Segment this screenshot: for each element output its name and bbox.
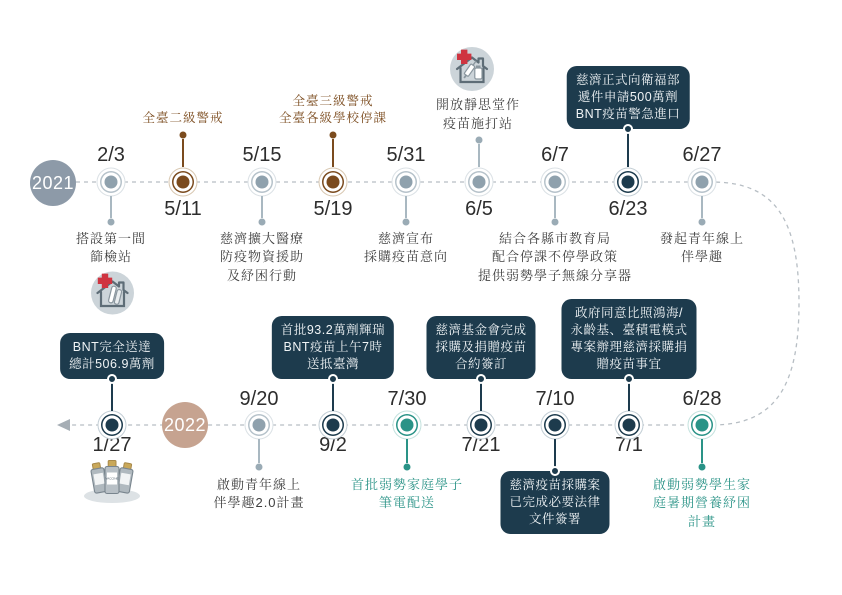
timeline-dot xyxy=(105,176,118,189)
event-date: 9/2 xyxy=(319,434,347,456)
event-date: 7/1 xyxy=(615,434,643,456)
vaccination-station-icon xyxy=(448,44,496,93)
label-line: 提供弱勢學子無線分享器 xyxy=(477,267,633,283)
event-label xyxy=(220,230,304,285)
label-line: 合約簽訂 xyxy=(454,357,508,371)
label-line: 總計506.9萬劑 xyxy=(69,357,155,371)
timeline-continue-arrow-icon xyxy=(57,419,70,431)
event-label xyxy=(351,476,463,513)
event-date: 6/27 xyxy=(682,144,722,166)
timeline-dot xyxy=(327,176,340,189)
event-date: 1/27 xyxy=(92,434,132,456)
timeline-dot xyxy=(253,419,266,432)
stem-end-dot xyxy=(699,219,706,226)
label-line: BNT完全送達 xyxy=(72,340,152,354)
event-date: 9/20 xyxy=(239,388,279,410)
label-line: 專案辦理慈濟採購捐 xyxy=(570,340,688,354)
timeline-dot xyxy=(473,176,486,189)
event-stem xyxy=(554,196,556,218)
vaccine-label-text: VACCINE xyxy=(105,476,119,481)
event-label xyxy=(364,230,448,267)
event-date: 6/7 xyxy=(541,144,569,166)
timeline-dot xyxy=(177,176,190,189)
label-line: 送抵臺灣 xyxy=(306,357,359,371)
label-line: 啟動青年線上 xyxy=(216,477,302,492)
label-line: 慈濟疫苗採購案 xyxy=(509,478,601,492)
label-line: 配合停課不停學政策 xyxy=(491,249,619,265)
stem-end-dot xyxy=(552,219,559,226)
stem-end-dot xyxy=(108,219,115,226)
box-connector-dot xyxy=(107,374,117,384)
label-line: 已完成必要法律 xyxy=(509,495,601,509)
box-connector-dot xyxy=(328,374,338,384)
stem-end-dot xyxy=(256,464,263,471)
event-box xyxy=(500,471,609,534)
event-stem xyxy=(406,439,408,463)
event-label xyxy=(213,476,304,513)
event-date: 5/19 xyxy=(313,198,353,220)
label-line: 伴學趣2.0計畫 xyxy=(213,495,305,511)
label-line: 開放靜思堂作 xyxy=(435,97,521,113)
label-line: 計畫 xyxy=(687,513,717,529)
event-label xyxy=(436,96,520,133)
event-stem xyxy=(405,196,407,218)
event-label xyxy=(660,230,744,267)
label-line: 文件簽署 xyxy=(528,512,582,526)
label-line: 篩檢站 xyxy=(89,249,133,265)
year-badge-2022: 2022 xyxy=(162,402,208,448)
vaccine-bottles-icon xyxy=(81,456,143,504)
stem-end-dot xyxy=(476,137,483,144)
box-connector-dot xyxy=(624,374,634,384)
label-line: 永齡基、臺積電模式 xyxy=(570,323,688,337)
timeline-dot xyxy=(400,176,413,189)
event-stem xyxy=(111,383,113,411)
event-label xyxy=(142,110,223,128)
timeline-dot xyxy=(327,419,340,432)
event-stem xyxy=(110,196,112,218)
label-line: 採購及捐贈疫苗 xyxy=(435,340,527,354)
label-line: 首批93.2萬劑輝瑞 xyxy=(280,323,386,337)
event-stem xyxy=(701,196,703,218)
label-line: 首批弱勢家庭學子 xyxy=(350,477,464,492)
label-line: 搭設第一間 xyxy=(75,231,147,246)
timeline-dot xyxy=(623,419,636,432)
event-stem xyxy=(701,439,703,463)
event-label xyxy=(478,230,632,285)
label-line: 採購疫苗意向 xyxy=(363,249,449,265)
stem-end-dot xyxy=(259,219,266,226)
event-date: 5/11 xyxy=(164,198,202,220)
event-stem xyxy=(554,439,556,467)
event-stem xyxy=(261,196,263,218)
label-line: BNT疫苗警急進口 xyxy=(575,107,681,121)
event-box xyxy=(561,299,696,379)
box-connector-dot xyxy=(550,466,560,476)
label-line: 贈疫苗事宜 xyxy=(596,357,662,371)
stem-end-dot xyxy=(180,132,187,139)
event-stem xyxy=(478,144,480,167)
timeline-dot xyxy=(696,419,709,432)
label-line: 慈濟正式向衛福部 xyxy=(575,73,681,87)
timeline-dot xyxy=(549,176,562,189)
event-date: 5/15 xyxy=(242,144,282,166)
label-line: 全臺各級學校停課 xyxy=(278,111,388,126)
stem-end-dot xyxy=(699,464,706,471)
label-line: 疫苗施打站 xyxy=(442,115,514,131)
event-box xyxy=(60,333,164,379)
label-line: 防疫物資援助 xyxy=(219,249,305,265)
label-line: 慈濟擴大醫療 xyxy=(219,231,305,246)
event-box xyxy=(567,66,690,129)
event-label xyxy=(279,93,387,129)
timeline-dot xyxy=(696,176,709,189)
event-stem xyxy=(332,139,334,167)
label-line: 結合各縣市教育局 xyxy=(498,231,612,246)
event-date: 7/21 xyxy=(461,434,501,456)
event-date: 5/31 xyxy=(386,144,426,166)
screening-station-icon xyxy=(89,268,136,316)
label-line: 發起青年線上 xyxy=(659,231,745,246)
stem-end-dot xyxy=(403,219,410,226)
event-stem xyxy=(182,139,184,167)
label-line: 筆電配送 xyxy=(378,495,436,511)
label-line: 伴學趣 xyxy=(680,249,724,265)
event-label xyxy=(653,476,751,531)
label-line: 全臺三級警戒 xyxy=(292,93,374,108)
label-line: 遞件申請500萬劑 xyxy=(577,90,679,104)
label-line: BNT疫苗上午7時 xyxy=(283,340,383,354)
label-line: 慈濟基金會完成 xyxy=(435,323,527,337)
box-connector-dot xyxy=(623,124,633,134)
timeline-dot xyxy=(475,419,488,432)
event-date: 2/3 xyxy=(97,144,125,166)
event-date: 7/10 xyxy=(535,388,575,410)
event-box xyxy=(426,316,535,379)
year-badge-2021: 2021 xyxy=(30,160,76,206)
event-stem xyxy=(480,383,482,411)
timeline-dot xyxy=(549,419,562,432)
event-box xyxy=(272,316,394,379)
timeline-dot xyxy=(622,176,635,189)
event-label xyxy=(76,230,146,267)
box-connector-dot xyxy=(476,374,486,384)
event-stem xyxy=(627,133,629,167)
label-line: 啟動弱勢學生家 xyxy=(652,477,752,492)
event-stem xyxy=(628,383,630,411)
timeline-dot xyxy=(106,419,119,432)
label-line: 庭暑期營養紓困 xyxy=(652,495,752,511)
label-line: 慈濟宣布 xyxy=(377,231,435,246)
stem-end-dot xyxy=(404,464,411,471)
event-date: 6/28 xyxy=(682,388,722,410)
event-date: 6/23 xyxy=(608,198,648,220)
event-date: 7/30 xyxy=(387,388,427,410)
event-date: 6/5 xyxy=(465,198,493,220)
stem-end-dot xyxy=(330,132,337,139)
timeline-dot xyxy=(256,176,269,189)
timeline-dot xyxy=(401,419,414,432)
event-stem xyxy=(332,383,334,411)
label-line: 及紓困行動 xyxy=(226,267,298,283)
label-line: 政府同意比照鴻海/ xyxy=(575,306,683,320)
label-line: 全臺二級警戒 xyxy=(142,111,224,126)
event-stem xyxy=(258,439,260,463)
